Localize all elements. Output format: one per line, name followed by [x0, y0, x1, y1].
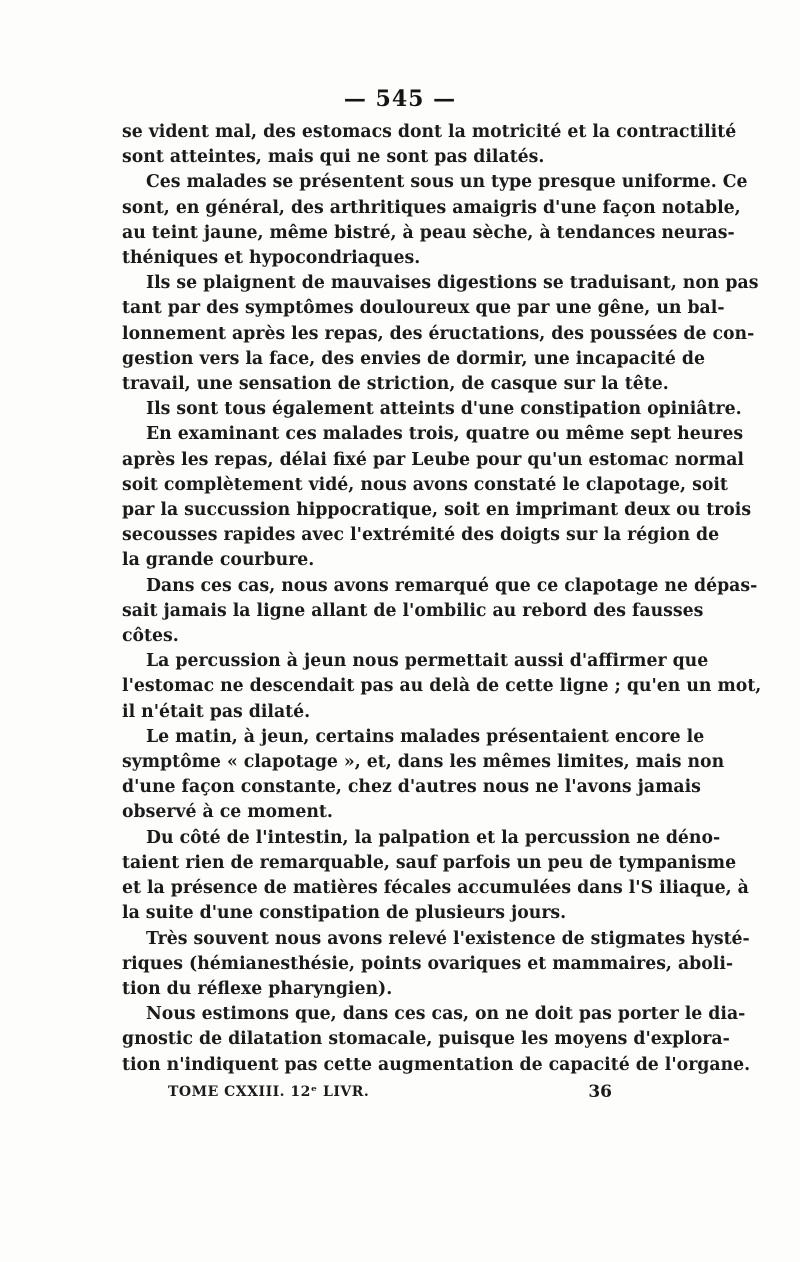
body-text: [122, 120, 762, 1078]
paragraph-start-line: La percussion à jeun nous permettait aussi d'affirmer que: [146, 651, 709, 672]
text-line: riques (hémianesthésie, points ovariques et mammaires, aboli-: [122, 953, 734, 974]
text-line: symptôme « clapotage », et, dans les mêmes limites, mais non: [122, 752, 725, 773]
text-line: il n'était pas dilaté.: [122, 701, 311, 722]
text-line: gestion vers la face, des envies de dormir, une incapacité de: [122, 348, 706, 369]
text-line: lonnement après les repas, des éructations, des poussées de con-: [122, 323, 755, 344]
paragraph-start-line: Nous estimons que, dans ces cas, on ne doit pas porter le dia-: [146, 1004, 746, 1025]
signature-mark: 36: [588, 1082, 612, 1102]
text-line: après les repas, délai fixé par Leube pour qu'un estomac normal: [122, 449, 744, 470]
text-line: la grande courbure.: [122, 550, 315, 571]
paragraph-start-line: Le matin, à jeun, certains malades présentaient encore le: [146, 726, 705, 747]
text-line: par la succussion hippocratique, soit en imprimant deux ou trois: [122, 500, 752, 521]
page-number: — 545 —: [343, 86, 457, 112]
text-line: au teint jaune, même bistré, à peau sèche, à tendances neuras-: [122, 222, 735, 243]
text-line: se vident mal, des estomacs dont la motricité et la contractilité: [122, 122, 737, 142]
paragraph-start-line: Du côté de l'intestin, la palpation et la percussion ne déno-: [146, 827, 721, 848]
volume-signature: TOME CXXIII. 12ᵉ LIVR.: [168, 1084, 370, 1100]
text-line: l'estomac ne descendait pas au delà de cette ligne ; qu'en un mot,: [122, 676, 762, 697]
paragraph-start-line: En examinant ces malades trois, quatre ou même sept heures: [146, 424, 744, 445]
text-line: soit complètement vidé, nous avons constaté le clapotage, soit: [122, 474, 728, 495]
text-line: sont, en général, des arthritiques amaigris d'une façon notable,: [122, 197, 741, 218]
text-line: gnostic de dilatation stomacale, puisque les moyens d'explora-: [122, 1029, 730, 1050]
paragraph-start-line: Dans ces cas, nous avons remarqué que ce clapotage ne dépas-: [146, 575, 758, 596]
text-line: et la présence de matières fécales accumulées dans l'S iliaque, à: [122, 878, 749, 899]
paragraph-start-line: Ils se plaignent de mauvaises digestions se traduisant, non pas: [146, 273, 759, 294]
text-line: secousses rapides avec l'extrémité des doigts sur la région de: [122, 525, 720, 546]
text-line: taient rien de remarquable, sauf parfois un peu de tympanisme: [122, 852, 737, 873]
paragraph-start-line: Ces malades se présentent sous un type presque uniforme. Ce: [146, 172, 748, 193]
paragraph-start-line: Très souvent nous avons relevé l'existence de stigmates hysté-: [146, 928, 750, 949]
paragraph-start-line: Ils sont tous également atteints d'une constipation opiniâtre.: [146, 399, 742, 420]
text-line: tion du réflexe pharyngien).: [122, 978, 393, 999]
text-line: théniques et hypocondriaques.: [122, 248, 421, 269]
text-line: tant par des symptômes douloureux que par une gêne, un bal-: [122, 298, 725, 319]
text-line: sait jamais la ligne allant de l'ombilic au rebord des fausses: [122, 600, 704, 621]
text-line: tion n'indiquent pas cette augmentation de capacité de l'organe.: [122, 1054, 751, 1075]
text-line: travail, une sensation de striction, de casque sur la tête.: [122, 374, 669, 395]
text-line: la suite d'une constipation de plusieurs jours.: [122, 903, 567, 924]
text-line: côtes.: [122, 626, 179, 647]
text-line: d'une façon constante, chez d'autres nous ne l'avons jamais: [122, 777, 701, 798]
text-line: observé à ce moment.: [122, 802, 333, 823]
text-line: sont atteintes, mais qui ne sont pas dilatés.: [122, 147, 545, 168]
